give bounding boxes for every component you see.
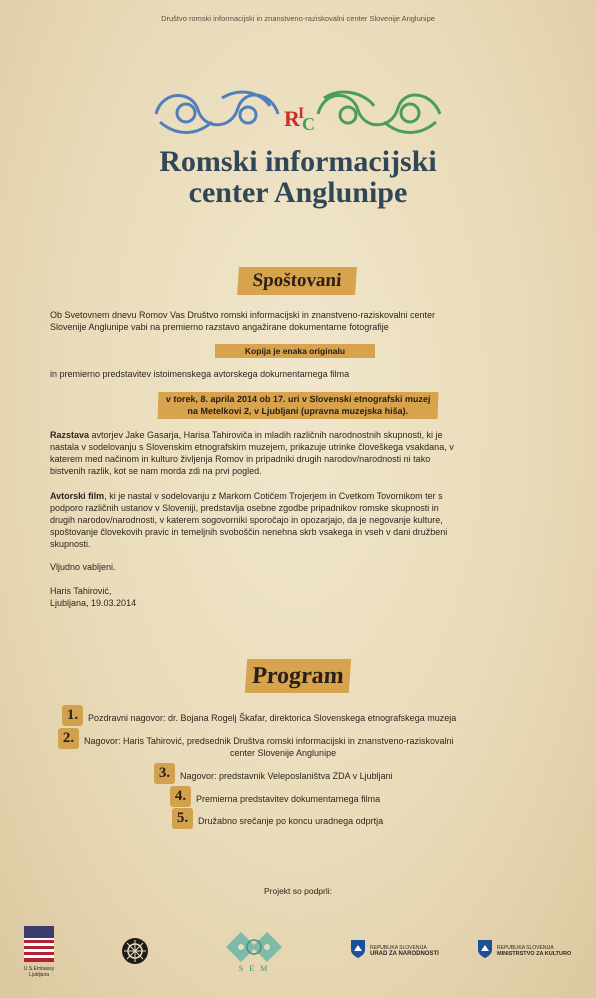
presentation-line: in premierno predstavitev istoimenskega avtorskega dokumentarnega filma	[50, 369, 350, 379]
gov2-line1: REPUBLIKA SLOVENIJA	[497, 945, 554, 951]
copy-note-banner: Kopija je enaka originalu	[215, 344, 375, 358]
gov1-label	[370, 945, 439, 957]
slovenia-coat-of-arms-icon	[351, 940, 365, 958]
sem-museum-logo	[224, 930, 284, 964]
program-item-3: Nagovor: predstavnik Veleposlaništva ZDA v Ljubljani	[180, 771, 393, 781]
gov1-line1: REPUBLIKA SLOVENIJA	[370, 945, 427, 951]
ric-ornament-logo	[152, 84, 444, 142]
exhibition-line3: katerem med načinom in kulturo življenja Romov in pripadniki drugih narodov/narodnosti ni tako	[50, 454, 431, 464]
program-item-4: Premierna predstavitev dokumentarnega filma	[196, 794, 381, 804]
event-line1: v torek, 8. aprila 2014 ob 17. uri v Slovenski etnografski muzej	[165, 394, 431, 404]
gov1-line2: URAD ZA NARODNOSTI	[370, 951, 439, 957]
main-title-line2: center Anglunipe	[188, 176, 408, 209]
exhibition-line4: bistvenih razlik, kot se nam morda zdi na prvi pogled.	[50, 466, 262, 476]
film-line1: , ki je nastal v sodelovanju z Markom Cotičem Trojerjem in Cvetkom Tovornikom ter s	[104, 491, 443, 501]
greeting-banner: Spoštovani	[237, 267, 357, 295]
logo-letter-r: R	[284, 106, 300, 131]
blue-ornament-circle	[177, 104, 195, 122]
event-banner	[158, 392, 439, 419]
exhibition-line1: avtorjev Jake Gasarja, Harisa Tahiroviča in mladih različnih narodnostnih skupnosti, ki je	[89, 430, 443, 440]
intro-line2: Slovenije Anglunipe vabi na premierno razstavo angažirane dokumentarne fotografije	[50, 322, 389, 332]
wheel-logo-icon	[121, 937, 149, 965]
blue-ornament-left	[156, 95, 278, 125]
sem-label: S E M	[238, 964, 270, 973]
program-number-4: 4.	[170, 786, 191, 807]
embassy-line2: Ljubljana	[28, 972, 50, 978]
film-line3: drugih narodov/narodnosti, v katerem sogovorniki sporočajo in opozarjajo, da je negovanje kulture,	[50, 515, 443, 525]
organization-header: Društvo romski informacijski in znanstveno-raziskovalni center Slovenije Anglunipe	[161, 14, 435, 23]
signature	[50, 585, 136, 609]
us-flag-icon	[24, 926, 54, 962]
closing-text: Vljudno vabljeni.	[50, 562, 116, 572]
blue-ornament-circle-2	[240, 107, 256, 123]
logo-letter-i: I	[298, 105, 305, 122]
film-bold-label: Avtorski film	[50, 491, 105, 501]
green-ornament-circle	[340, 107, 356, 123]
exhibition-line2: nastala v sodelovanju s Slovenskim etnografskim muzejem, prikazuje utrinke človeškega vsakdana, v	[50, 442, 454, 452]
embassy-line1: U.S.Embassy	[23, 966, 55, 972]
program-title-banner: Program	[245, 659, 351, 693]
program-number-5: 5.	[172, 808, 193, 829]
green-ornament-circle-2	[401, 104, 419, 122]
program-item-5: Družabno srečanje po koncu uradnega odprtja	[198, 816, 384, 826]
event-line2: na Metelkovi 2, v Ljubljani (upravna muzejska hiša).	[187, 406, 409, 416]
intro-paragraph	[50, 309, 550, 333]
film-line5: skupnosti.	[50, 539, 91, 549]
program-number-1: 1.	[62, 705, 83, 726]
exhibition-bold-label: Razstava	[50, 430, 90, 440]
main-title	[0, 146, 596, 208]
signature-name: Haris Tahirović,	[50, 586, 112, 596]
slovenia-coat-of-arms-icon-2	[478, 940, 492, 958]
program-item-2-line2: center Slovenije Anglunipe	[230, 748, 337, 758]
sponsors-label: Projekt so podprli:	[263, 886, 333, 896]
gov2-line2: MINISTRSTVO ZA KULTURO	[497, 951, 572, 957]
program-item-2: Nagovor: Haris Tahirović, predsednik Društva romski informacijski in znanstveno-raziskovalni	[84, 736, 454, 746]
program-item-1: Pozdravni nagovor: dr. Bojana Rogelj Škafar, direktorica Slovenskega etnografskega muzeja	[88, 713, 457, 723]
intro-line1: Ob Svetovnem dnevu Romov Vas Društvo romski informacijski in znanstveno-raziskovalni center	[50, 310, 435, 320]
embassy-label	[14, 966, 64, 978]
signature-place-date: Ljubljana, 19.03.2014	[50, 598, 137, 608]
program-number-2: 2.	[58, 728, 79, 749]
main-title-line1: Romski informacijski	[159, 145, 437, 178]
gov2-label	[497, 945, 571, 957]
exhibition-paragraph	[50, 429, 550, 477]
green-ornament-right	[318, 95, 440, 125]
logo-letter-c: C	[302, 114, 315, 134]
program-number-3: 3.	[154, 763, 175, 784]
film-paragraph	[50, 490, 550, 550]
film-line4: spoštovanje človekovih pravic in temeljnih svoboščin nenehna skrb vsakega in vseh v dani družbeni	[50, 527, 448, 537]
film-line2: podporo različnih ustanov v Sloveniji, predstavlja osebne zgodbe pripadnikov romske skupnosti in	[50, 503, 439, 513]
